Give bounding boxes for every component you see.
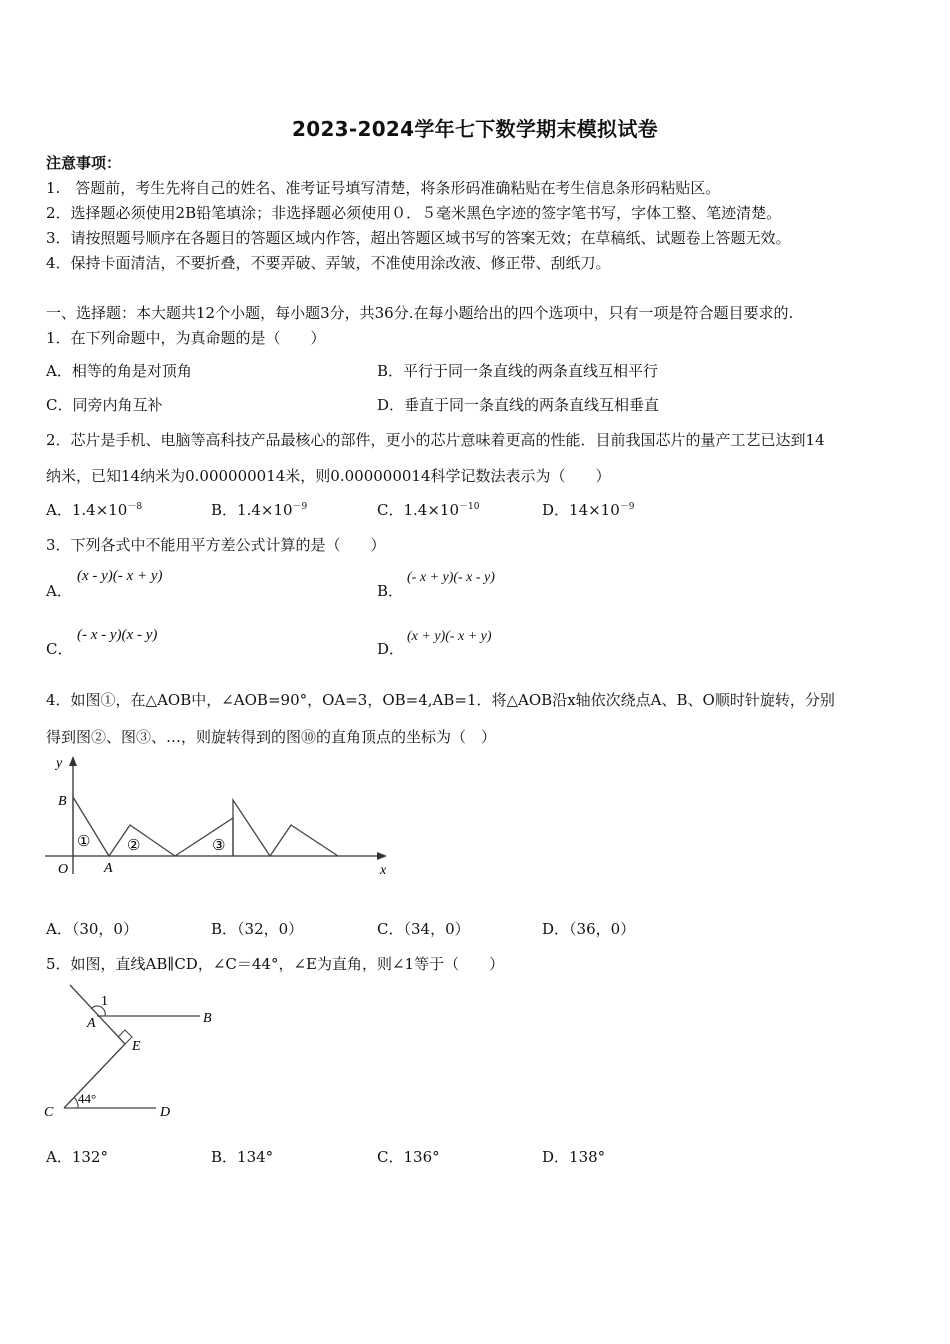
point-d-label: D — [160, 1105, 171, 1120]
q3-expr-d: (x + y)(- x + y) — [407, 629, 492, 644]
mark-3: ③ — [212, 838, 226, 854]
q4-stem-line1: 4．如图①，在△AOB中，∠AOB=90°，OA=3，OB=4,AB=1．将△AOB沿x轴依次绕点A、B、O顺时针旋转，分别 — [46, 691, 835, 709]
q4-option-d: D．（36，0） — [542, 920, 636, 938]
notice-item-4: 4．保持卡面清洁，不要折叠，不要弄破、弄皱，不准使用涂改液、修正带、刮纸刀。 — [46, 254, 611, 272]
y-axis-arrow — [69, 756, 77, 766]
line-ae — [70, 985, 125, 1044]
q2-option-d: D．$14\times 10^{-9}$ — [542, 501, 635, 519]
notice-heading: 注意事项： — [46, 154, 122, 172]
point-c-label: C — [44, 1105, 54, 1120]
point-e-label: E — [132, 1039, 141, 1054]
q1-stem: 1．在下列命题中，为真命题的是（ ） — [46, 329, 326, 347]
q4-option-c: C．（34，0） — [377, 920, 470, 938]
mark-2: ② — [127, 838, 141, 854]
q3-expr-c: (- x - y)(x - y) — [77, 627, 158, 643]
q4-stem-line2: 得到图②、图③、…，则旋转得到的图⑩的直角顶点的坐标为（ ） — [46, 728, 497, 746]
q4-option-a: A．（30，0） — [46, 920, 138, 938]
angle-1-label: 1 — [101, 994, 108, 1009]
right-angle-mark — [118, 1030, 132, 1044]
q2-option-c: C．$1.4\times 10^{-10}$ — [377, 501, 480, 519]
q2-stem-line1: 2．芯片是手机、电脑等高科技产品最核心的部件，更小的芯片意味着更高的性能．目前我国芯片的量产工艺已达到14 — [46, 431, 825, 449]
q5-option-c: C．136° — [377, 1148, 440, 1166]
origin-label: O — [58, 862, 69, 877]
q3-label-d: D． — [377, 640, 405, 658]
q3-stem: 3．下列各式中不能用平方差公式计算的是（ ） — [46, 536, 386, 554]
point-a-label: A — [104, 861, 113, 876]
notice-item-2: 2．选择题必须使用2B铅笔填涂；非选择题必须使用０．５毫米黑色字迹的签字笔书写，字体工整、笔迹清楚。 — [46, 204, 782, 222]
q2-option-a: A．$1.4\times 10^{-8}$ — [46, 501, 143, 519]
q5-option-d: D．138° — [542, 1148, 606, 1166]
q4-option-b: B．（32，0） — [211, 920, 304, 938]
x-axis-label: x — [380, 863, 387, 878]
mark-1: ① — [77, 834, 91, 850]
q3-expr-a: (x - y)(- x + y) — [77, 568, 163, 584]
q4-figure — [40, 750, 400, 882]
q3-label-c: C． — [46, 640, 73, 658]
triangle-5 — [270, 825, 338, 856]
q5-option-a: A．132° — [46, 1148, 108, 1166]
q5-figure — [40, 978, 230, 1123]
q2-stem-line2: 纳米，已知14纳米为0.000000014米，则0.000000014科学记数法表示为（ ） — [46, 467, 611, 485]
y-axis-label: y — [56, 756, 63, 771]
notice-item-1: 1. 答题前，考生先将自己的姓名、准考证号填写清楚，将条形码准确粘贴在考生信息条形码粘贴区。 — [46, 179, 721, 197]
triangle-2 — [109, 825, 175, 856]
point-b-label: B — [58, 794, 67, 809]
angle-c-value: 44° — [78, 1091, 97, 1106]
q5-option-b: B．134° — [211, 1148, 274, 1166]
triangle-4 — [233, 800, 270, 856]
q3-label-b: B． — [377, 582, 404, 600]
q1-option-c: C．同旁内角互补 — [46, 396, 163, 414]
q1-option-d: D．垂直于同一条直线的两条直线互相垂直 — [377, 396, 660, 414]
section-heading: 一、选择题：本大题共12个小题，每小题3分，共36分.在每小题给出的四个选项中，只有一项是符合题目要求的. — [46, 304, 794, 322]
q3-expr-b: (- x + y)(- x - y) — [407, 570, 495, 585]
q3-label-a: A． — [46, 582, 72, 600]
q1-option-b: B．平行于同一条直线的两条直线互相平行 — [377, 362, 659, 380]
q5-stem: 5．如图，直线AB∥CD，∠C＝44°，∠E为直角，则∠1等于（ ） — [46, 955, 505, 973]
notice-item-3: 3．请按照题号顺序在各题目的答题区域内作答，超出答题区域书写的答案无效；在草稿纸、试题卷上答题无效。 — [46, 229, 791, 247]
point-b-label: B — [203, 1011, 212, 1026]
q1-option-a: A．相等的角是对顶角 — [46, 362, 192, 380]
page-title: 2023-2024学年七下数学期末模拟试卷 — [292, 117, 658, 141]
q2-option-b: B．$1.4\times 10^{-9}$ — [211, 501, 308, 519]
x-axis-arrow — [377, 852, 387, 860]
point-a-label: A — [87, 1016, 96, 1031]
